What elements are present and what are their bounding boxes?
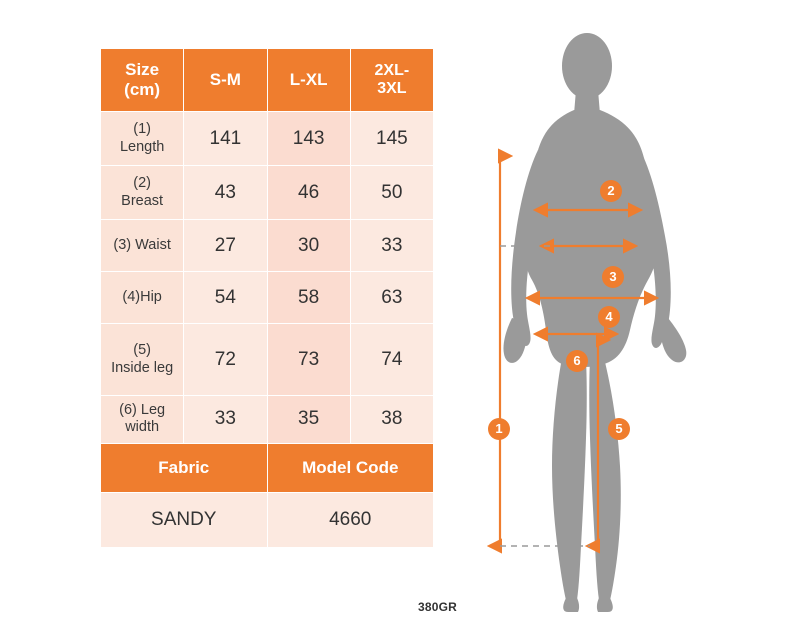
header-2xl-line2: 3XL [377, 80, 407, 97]
table-row [101, 220, 434, 272]
header-fabric: Fabric [101, 443, 268, 492]
fabric-header-row [101, 443, 434, 492]
cell-leg-width-sm: 33 [184, 396, 267, 444]
cell-length-lxl: 143 [267, 112, 350, 166]
header-model-code: Model Code [267, 443, 434, 492]
value-model-code: 4660 [267, 492, 434, 547]
cell-waist-lxl: 30 [267, 220, 350, 272]
header-size [101, 49, 184, 112]
value-fabric: SANDY [101, 492, 268, 547]
header-2xl-3xl [350, 49, 433, 112]
cell-hip-sm: 54 [184, 272, 267, 324]
cell-waist-sm: 27 [184, 220, 267, 272]
row-label-leg-width-line2: width [125, 419, 160, 436]
marker-badge-1: 1 [488, 418, 510, 440]
cell-breast-lxl: 46 [267, 166, 350, 220]
row-label-waist-line1: (3) Waist [113, 236, 171, 253]
cell-leg-width-lxl: 35 [267, 396, 350, 444]
row-label-breast-line2: Breast [121, 192, 164, 209]
size-chart-table [100, 48, 434, 548]
marker-badge-3: 3 [602, 266, 624, 288]
fabric-weight-note: 380GR [418, 600, 458, 614]
header-sm: S-M [184, 49, 267, 112]
cell-breast-2xl: 50 [350, 166, 433, 220]
cell-length-2xl: 145 [350, 112, 433, 166]
fabric-value-row [101, 492, 434, 547]
row-label-inside-leg [101, 324, 184, 396]
cell-hip-lxl: 58 [267, 272, 350, 324]
marker-badge-6: 6 [566, 350, 588, 372]
cell-waist-2xl: 33 [350, 220, 433, 272]
row-label-length [101, 112, 184, 166]
cell-leg-width-2xl: 38 [350, 396, 433, 444]
row-label-breast [101, 166, 184, 220]
row-label-waist [101, 220, 184, 272]
marker-badge-4: 4 [598, 306, 620, 328]
row-label-leg-width [101, 396, 184, 444]
row-label-inside-leg-line1: (5) [133, 342, 151, 359]
size-table [100, 48, 434, 548]
header-size-line2: (cm) [124, 80, 161, 99]
table-row [101, 112, 434, 166]
table-row [101, 166, 434, 220]
table-header-row [101, 49, 434, 112]
header-2xl-line1: 2XL- [374, 61, 410, 79]
row-label-inside-leg-line2: Inside leg [111, 359, 174, 376]
cell-breast-sm: 43 [184, 166, 267, 220]
row-label-length-line1: (1) [133, 121, 151, 138]
row-label-breast-line1: (2) [133, 175, 151, 192]
silhouette-svg [470, 18, 770, 613]
row-label-leg-width-line1: (6) Leg [119, 402, 166, 418]
table-row [101, 324, 434, 396]
cell-hip-2xl: 63 [350, 272, 433, 324]
marker-badge-2: 2 [600, 180, 622, 202]
cell-length-sm: 141 [184, 112, 267, 166]
row-label-length-line2: Length [119, 138, 165, 155]
table-row [101, 396, 434, 444]
cell-inside-leg-lxl: 73 [267, 324, 350, 396]
row-label-hip-line1: (4)Hip [122, 288, 162, 305]
cell-inside-leg-sm: 72 [184, 324, 267, 396]
cell-inside-leg-2xl: 74 [350, 324, 433, 396]
table-row [101, 272, 434, 324]
row-label-hip [101, 272, 184, 324]
header-size-line1: Size [125, 60, 160, 80]
header-lxl: L-XL [267, 49, 350, 112]
body-silhouette [503, 33, 686, 612]
marker-badge-5: 5 [608, 418, 630, 440]
measurement-figure [470, 18, 770, 613]
